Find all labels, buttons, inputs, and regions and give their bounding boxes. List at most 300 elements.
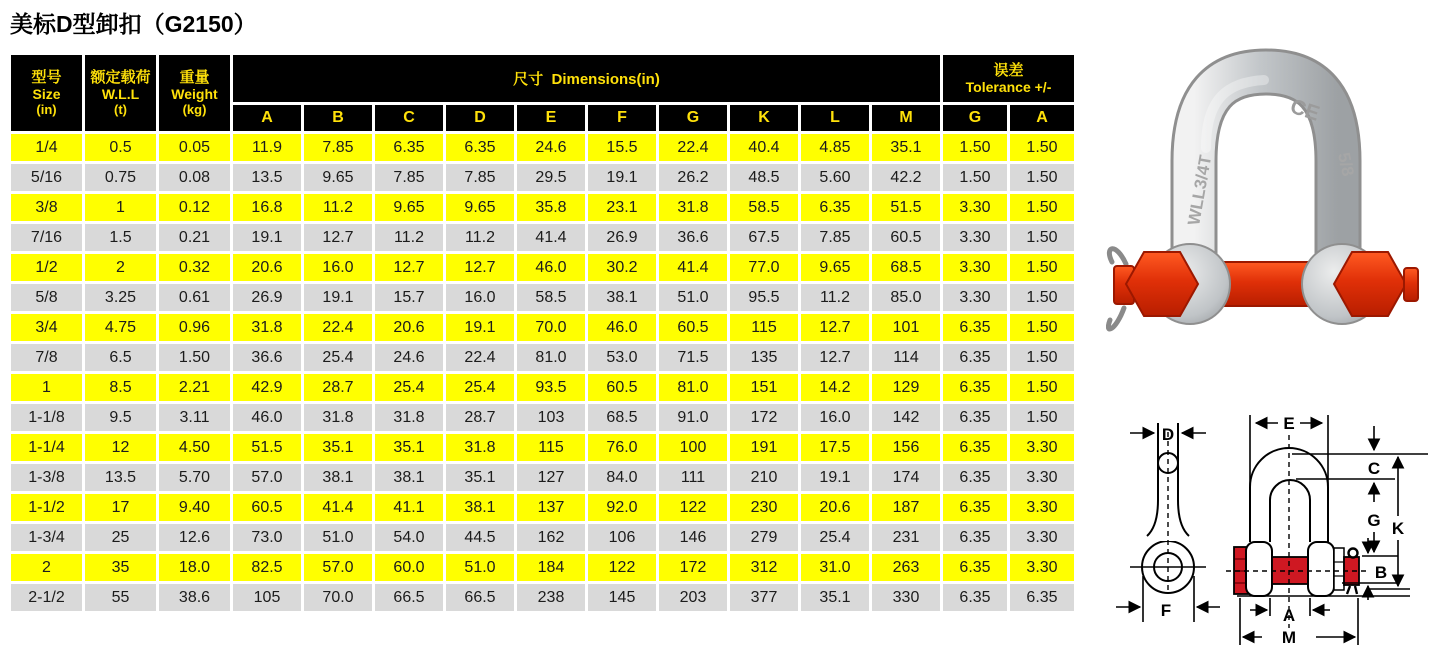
value-cell: 1.50 — [1010, 254, 1074, 281]
value-cell: 3.30 — [1010, 494, 1074, 521]
header-size-zh: 型号 — [31, 69, 62, 86]
size-cell: 1-1/4 — [11, 434, 82, 461]
value-cell: 100 — [659, 434, 727, 461]
value-cell: 22.4 — [659, 134, 727, 161]
value-cell: 38.1 — [446, 494, 514, 521]
col-letter-C: C — [375, 105, 443, 131]
value-cell: 6.35 — [943, 524, 1007, 551]
value-cell: 184 — [517, 554, 585, 581]
value-cell: 9.5 — [85, 404, 156, 431]
value-cell: 25.4 — [446, 374, 514, 401]
value-cell: 55 — [85, 584, 156, 611]
value-cell: 122 — [588, 554, 656, 581]
table-row — [11, 194, 1074, 221]
value-cell: 36.6 — [233, 344, 301, 371]
size-cell: 1-1/2 — [11, 494, 82, 521]
value-cell: 25.4 — [304, 344, 372, 371]
value-cell: 31.8 — [446, 434, 514, 461]
table-row — [11, 524, 1074, 551]
value-cell: 17.5 — [801, 434, 869, 461]
value-cell: 60.5 — [872, 224, 940, 251]
col-letter-tol-G: G — [943, 105, 1007, 131]
col-letter-tol-A: A — [1010, 105, 1074, 131]
value-cell: 6.35 — [943, 494, 1007, 521]
value-cell: 0.61 — [159, 284, 230, 311]
value-cell: 16.0 — [446, 284, 514, 311]
value-cell: 70.0 — [517, 314, 585, 341]
table-row — [11, 314, 1074, 341]
table-row — [11, 224, 1074, 251]
value-cell: 174 — [872, 464, 940, 491]
value-cell: 263 — [872, 554, 940, 581]
value-cell: 3.30 — [1010, 554, 1074, 581]
value-cell: 172 — [659, 554, 727, 581]
value-cell: 15.7 — [375, 284, 443, 311]
label-B: B — [1374, 563, 1388, 582]
table-row — [11, 494, 1074, 521]
table-row — [11, 134, 1074, 161]
value-cell: 6.35 — [943, 464, 1007, 491]
value-cell: 12.7 — [304, 224, 372, 251]
table-row — [11, 254, 1074, 281]
value-cell: 20.6 — [233, 254, 301, 281]
value-cell: 35.1 — [872, 134, 940, 161]
value-cell: 145 — [588, 584, 656, 611]
table-row — [11, 374, 1074, 401]
ce-marking: CE — [1287, 94, 1323, 126]
value-cell: 3.11 — [159, 404, 230, 431]
col-letter-D: D — [446, 105, 514, 131]
value-cell: 41.4 — [659, 254, 727, 281]
value-cell: 9.65 — [801, 254, 869, 281]
value-cell: 9.65 — [375, 194, 443, 221]
value-cell: 77.0 — [730, 254, 798, 281]
table-row — [11, 554, 1074, 581]
value-cell: 16.8 — [233, 194, 301, 221]
value-cell: 115 — [730, 314, 798, 341]
table-row — [11, 584, 1074, 611]
size-cell: 3/8 — [11, 194, 82, 221]
size-cell: 3/4 — [11, 314, 82, 341]
label-F: F — [1160, 601, 1172, 620]
value-cell: 9.40 — [159, 494, 230, 521]
value-cell: 28.7 — [304, 374, 372, 401]
value-cell: 38.6 — [159, 584, 230, 611]
value-cell: 6.35 — [943, 314, 1007, 341]
value-cell: 1.50 — [943, 164, 1007, 191]
value-cell: 1.50 — [159, 344, 230, 371]
value-cell: 12 — [85, 434, 156, 461]
shackle-photo-illustration — [1106, 26, 1426, 358]
value-cell: 12.7 — [801, 344, 869, 371]
value-cell: 91.0 — [659, 404, 727, 431]
value-cell: 1 — [85, 194, 156, 221]
size-cell: 2-1/2 — [11, 584, 82, 611]
value-cell: 68.5 — [588, 404, 656, 431]
table-header — [11, 55, 1074, 131]
value-cell: 6.35 — [943, 344, 1007, 371]
col-letter-E: E — [517, 105, 585, 131]
table-row — [11, 464, 1074, 491]
value-cell: 2.21 — [159, 374, 230, 401]
value-cell: 19.1 — [304, 284, 372, 311]
header-weight-unit: (kg) — [182, 102, 207, 117]
value-cell: 26.9 — [233, 284, 301, 311]
value-cell: 46.0 — [517, 254, 585, 281]
value-cell: 1.50 — [1010, 164, 1074, 191]
value-cell: 76.0 — [588, 434, 656, 461]
value-cell: 66.5 — [446, 584, 514, 611]
value-cell: 312 — [730, 554, 798, 581]
size-cell: 1-1/8 — [11, 404, 82, 431]
value-cell: 22.4 — [446, 344, 514, 371]
value-cell: 53.0 — [588, 344, 656, 371]
value-cell: 191 — [730, 434, 798, 461]
label-M: M — [1281, 628, 1297, 647]
value-cell: 151 — [730, 374, 798, 401]
value-cell: 1.50 — [1010, 284, 1074, 311]
value-cell: 24.6 — [517, 134, 585, 161]
value-cell: 101 — [872, 314, 940, 341]
value-cell: 6.35 — [943, 404, 1007, 431]
value-cell: 84.0 — [588, 464, 656, 491]
value-cell: 25 — [85, 524, 156, 551]
header-weight-en: Weight — [171, 86, 218, 102]
value-cell: 4.75 — [85, 314, 156, 341]
value-cell: 11.9 — [233, 134, 301, 161]
value-cell: 115 — [517, 434, 585, 461]
header-tolerance-zh: 误差 — [993, 62, 1024, 80]
value-cell: 20.6 — [801, 494, 869, 521]
value-cell: 54.0 — [375, 524, 443, 551]
value-cell: 0.32 — [159, 254, 230, 281]
value-cell: 12.7 — [375, 254, 443, 281]
value-cell: 2 — [85, 254, 156, 281]
value-cell: 7.85 — [801, 224, 869, 251]
value-cell: 5.60 — [801, 164, 869, 191]
wll-marking: WLL3/4T — [1184, 153, 1216, 227]
size-cell: 1/2 — [11, 254, 82, 281]
col-letter-A: A — [233, 105, 301, 131]
value-cell: 3.30 — [1010, 434, 1074, 461]
value-cell: 13.5 — [233, 164, 301, 191]
value-cell: 31.8 — [233, 314, 301, 341]
value-cell: 3.30 — [943, 194, 1007, 221]
value-cell: 42.9 — [233, 374, 301, 401]
header-wll-zh: 额定载荷 — [90, 69, 151, 86]
header-weight-zh: 重量 — [179, 69, 210, 86]
value-cell: 8.5 — [85, 374, 156, 401]
value-cell: 25.4 — [375, 374, 443, 401]
value-cell: 19.1 — [446, 314, 514, 341]
value-cell: 41.4 — [517, 224, 585, 251]
value-cell: 3.30 — [1010, 464, 1074, 491]
value-cell: 28.7 — [446, 404, 514, 431]
value-cell: 135 — [730, 344, 798, 371]
size-cell: 1/4 — [11, 134, 82, 161]
value-cell: 6.5 — [85, 344, 156, 371]
size-cell: 1 — [11, 374, 82, 401]
value-cell: 137 — [517, 494, 585, 521]
value-cell: 31.8 — [659, 194, 727, 221]
value-cell: 7.85 — [375, 164, 443, 191]
value-cell: 13.5 — [85, 464, 156, 491]
value-cell: 6.35 — [943, 434, 1007, 461]
header-tolerance — [943, 55, 1074, 102]
value-cell: 24.6 — [375, 344, 443, 371]
col-letter-L: L — [801, 105, 869, 131]
right-pin-cap — [1404, 268, 1418, 301]
value-cell: 42.2 — [872, 164, 940, 191]
value-cell: 51.5 — [872, 194, 940, 221]
col-letter-K: K — [730, 105, 798, 131]
value-cell: 3.30 — [943, 284, 1007, 311]
dimension-diagram-svg — [1100, 390, 1438, 657]
value-cell: 146 — [659, 524, 727, 551]
value-cell: 48.5 — [730, 164, 798, 191]
value-cell: 203 — [659, 584, 727, 611]
value-cell: 31.0 — [801, 554, 869, 581]
value-cell: 35.1 — [304, 434, 372, 461]
value-cell: 35 — [85, 554, 156, 581]
header-weight — [159, 55, 230, 131]
value-cell: 187 — [872, 494, 940, 521]
value-cell: 51.0 — [659, 284, 727, 311]
value-cell: 279 — [730, 524, 798, 551]
value-cell: 73.0 — [233, 524, 301, 551]
label-G: G — [1367, 511, 1381, 530]
page-title: 美标D型卸扣（G2150） — [10, 11, 257, 37]
value-cell: 14.2 — [801, 374, 869, 401]
value-cell: 231 — [872, 524, 940, 551]
value-cell: 6.35 — [446, 134, 514, 161]
value-cell: 16.0 — [801, 404, 869, 431]
size-cell: 1-3/8 — [11, 464, 82, 491]
value-cell: 330 — [872, 584, 940, 611]
header-size-en: Size — [32, 86, 61, 102]
value-cell: 4.50 — [159, 434, 230, 461]
value-cell: 41.4 — [304, 494, 372, 521]
table-row — [11, 344, 1074, 371]
value-cell: 60.0 — [375, 554, 443, 581]
value-cell: 19.1 — [588, 164, 656, 191]
value-cell: 142 — [872, 404, 940, 431]
value-cell: 60.5 — [233, 494, 301, 521]
value-cell: 6.35 — [375, 134, 443, 161]
value-cell: 7.85 — [446, 164, 514, 191]
header-wll — [85, 55, 156, 131]
value-cell: 31.8 — [304, 404, 372, 431]
value-cell: 230 — [730, 494, 798, 521]
value-cell: 35.8 — [517, 194, 585, 221]
value-cell: 3.25 — [85, 284, 156, 311]
value-cell: 85.0 — [872, 284, 940, 311]
value-cell: 18.0 — [159, 554, 230, 581]
value-cell: 7.85 — [304, 134, 372, 161]
value-cell: 105 — [233, 584, 301, 611]
value-cell: 1.50 — [1010, 134, 1074, 161]
value-cell: 1.50 — [1010, 194, 1074, 221]
value-cell: 127 — [517, 464, 585, 491]
value-cell: 67.5 — [730, 224, 798, 251]
label-D: D — [1161, 425, 1175, 444]
value-cell: 0.21 — [159, 224, 230, 251]
value-cell: 0.96 — [159, 314, 230, 341]
value-cell: 60.5 — [659, 314, 727, 341]
value-cell: 9.65 — [446, 194, 514, 221]
value-cell: 51.0 — [446, 554, 514, 581]
value-cell: 38.1 — [375, 464, 443, 491]
value-cell: 19.1 — [801, 464, 869, 491]
header-dimensions-zh: 尺寸 — [513, 71, 544, 89]
value-cell: 3.30 — [1010, 524, 1074, 551]
size-cell: 5/8 — [11, 284, 82, 311]
value-cell: 46.0 — [233, 404, 301, 431]
col-letter-G: G — [659, 105, 727, 131]
table-row — [11, 404, 1074, 431]
value-cell: 58.5 — [730, 194, 798, 221]
value-cell: 11.2 — [446, 224, 514, 251]
value-cell: 19.1 — [233, 224, 301, 251]
value-cell: 57.0 — [233, 464, 301, 491]
value-cell: 106 — [588, 524, 656, 551]
value-cell: 81.0 — [659, 374, 727, 401]
value-cell: 20.6 — [375, 314, 443, 341]
value-cell: 60.5 — [588, 374, 656, 401]
value-cell: 129 — [872, 374, 940, 401]
label-C: C — [1367, 459, 1381, 478]
value-cell: 82.5 — [233, 554, 301, 581]
value-cell: 66.5 — [375, 584, 443, 611]
size-cell: 2 — [11, 554, 82, 581]
value-cell: 41.1 — [375, 494, 443, 521]
label-E: E — [1283, 414, 1295, 433]
value-cell: 81.0 — [517, 344, 585, 371]
value-cell: 92.0 — [588, 494, 656, 521]
header-dimensions — [233, 55, 940, 102]
value-cell: 35.1 — [375, 434, 443, 461]
value-cell: 58.5 — [517, 284, 585, 311]
value-cell: 46.0 — [588, 314, 656, 341]
spec-table — [8, 52, 1077, 614]
value-cell: 1.50 — [1010, 404, 1074, 431]
value-cell: 156 — [872, 434, 940, 461]
value-cell: 31.8 — [375, 404, 443, 431]
value-cell: 122 — [659, 494, 727, 521]
value-cell: 93.5 — [517, 374, 585, 401]
table-row — [11, 434, 1074, 461]
value-cell: 210 — [730, 464, 798, 491]
label-A: A — [1282, 606, 1296, 625]
value-cell: 17 — [85, 494, 156, 521]
value-cell: 6.35 — [943, 554, 1007, 581]
header-tolerance-en: Tolerance +/- — [965, 79, 1052, 96]
value-cell: 1.50 — [1010, 224, 1074, 251]
size-cell: 5/16 — [11, 164, 82, 191]
spec-table-container — [8, 52, 1077, 614]
value-cell: 6.35 — [1010, 584, 1074, 611]
value-cell: 51.5 — [233, 434, 301, 461]
value-cell: 51.0 — [304, 524, 372, 551]
table-row — [11, 284, 1074, 311]
value-cell: 6.35 — [943, 374, 1007, 401]
value-cell: 44.5 — [446, 524, 514, 551]
value-cell: 1.50 — [1010, 314, 1074, 341]
value-cell: 0.75 — [85, 164, 156, 191]
value-cell: 3.30 — [943, 224, 1007, 251]
value-cell: 6.35 — [801, 194, 869, 221]
value-cell: 4.85 — [801, 134, 869, 161]
value-cell: 12.6 — [159, 524, 230, 551]
value-cell: 3.30 — [943, 254, 1007, 281]
value-cell: 12.7 — [446, 254, 514, 281]
value-cell: 1.50 — [1010, 344, 1074, 371]
value-cell: 172 — [730, 404, 798, 431]
value-cell: 16.0 — [304, 254, 372, 281]
dimension-diagram — [1100, 390, 1438, 662]
value-cell: 1.50 — [943, 134, 1007, 161]
product-photo — [1106, 26, 1426, 363]
value-cell: 1.5 — [85, 224, 156, 251]
value-cell: 1.50 — [1010, 374, 1074, 401]
size-cell: 1-3/4 — [11, 524, 82, 551]
value-cell: 0.5 — [85, 134, 156, 161]
value-cell: 6.35 — [943, 584, 1007, 611]
value-cell: 111 — [659, 464, 727, 491]
col-letter-F: F — [588, 105, 656, 131]
col-letter-B: B — [304, 105, 372, 131]
value-cell: 26.9 — [588, 224, 656, 251]
value-cell: 26.2 — [659, 164, 727, 191]
value-cell: 162 — [517, 524, 585, 551]
value-cell: 70.0 — [304, 584, 372, 611]
label-K: K — [1391, 519, 1405, 538]
value-cell: 25.4 — [801, 524, 869, 551]
header-wll-unit: (t) — [114, 102, 127, 117]
value-cell: 29.5 — [517, 164, 585, 191]
value-cell: 68.5 — [872, 254, 940, 281]
table-row — [11, 164, 1074, 191]
value-cell: 12.7 — [801, 314, 869, 341]
value-cell: 9.65 — [304, 164, 372, 191]
value-cell: 35.1 — [801, 584, 869, 611]
value-cell: 114 — [872, 344, 940, 371]
value-cell: 377 — [730, 584, 798, 611]
size-cell: 7/8 — [11, 344, 82, 371]
value-cell: 57.0 — [304, 554, 372, 581]
size-marking: 5/8 — [1334, 150, 1358, 178]
value-cell: 11.2 — [801, 284, 869, 311]
value-cell: 5.70 — [159, 464, 230, 491]
table-body — [11, 134, 1074, 611]
value-cell: 11.2 — [375, 224, 443, 251]
value-cell: 95.5 — [730, 284, 798, 311]
side-view — [1116, 423, 1220, 622]
value-cell: 15.5 — [588, 134, 656, 161]
size-cell: 7/16 — [11, 224, 82, 251]
value-cell: 36.6 — [659, 224, 727, 251]
value-cell: 0.08 — [159, 164, 230, 191]
value-cell: 38.1 — [588, 284, 656, 311]
value-cell: 23.1 — [588, 194, 656, 221]
value-cell: 103 — [517, 404, 585, 431]
value-cell: 30.2 — [588, 254, 656, 281]
header-dimensions-en: Dimensions(in) — [551, 71, 660, 89]
value-cell: 38.1 — [304, 464, 372, 491]
value-cell: 71.5 — [659, 344, 727, 371]
value-cell: 0.05 — [159, 134, 230, 161]
value-cell: 11.2 — [304, 194, 372, 221]
